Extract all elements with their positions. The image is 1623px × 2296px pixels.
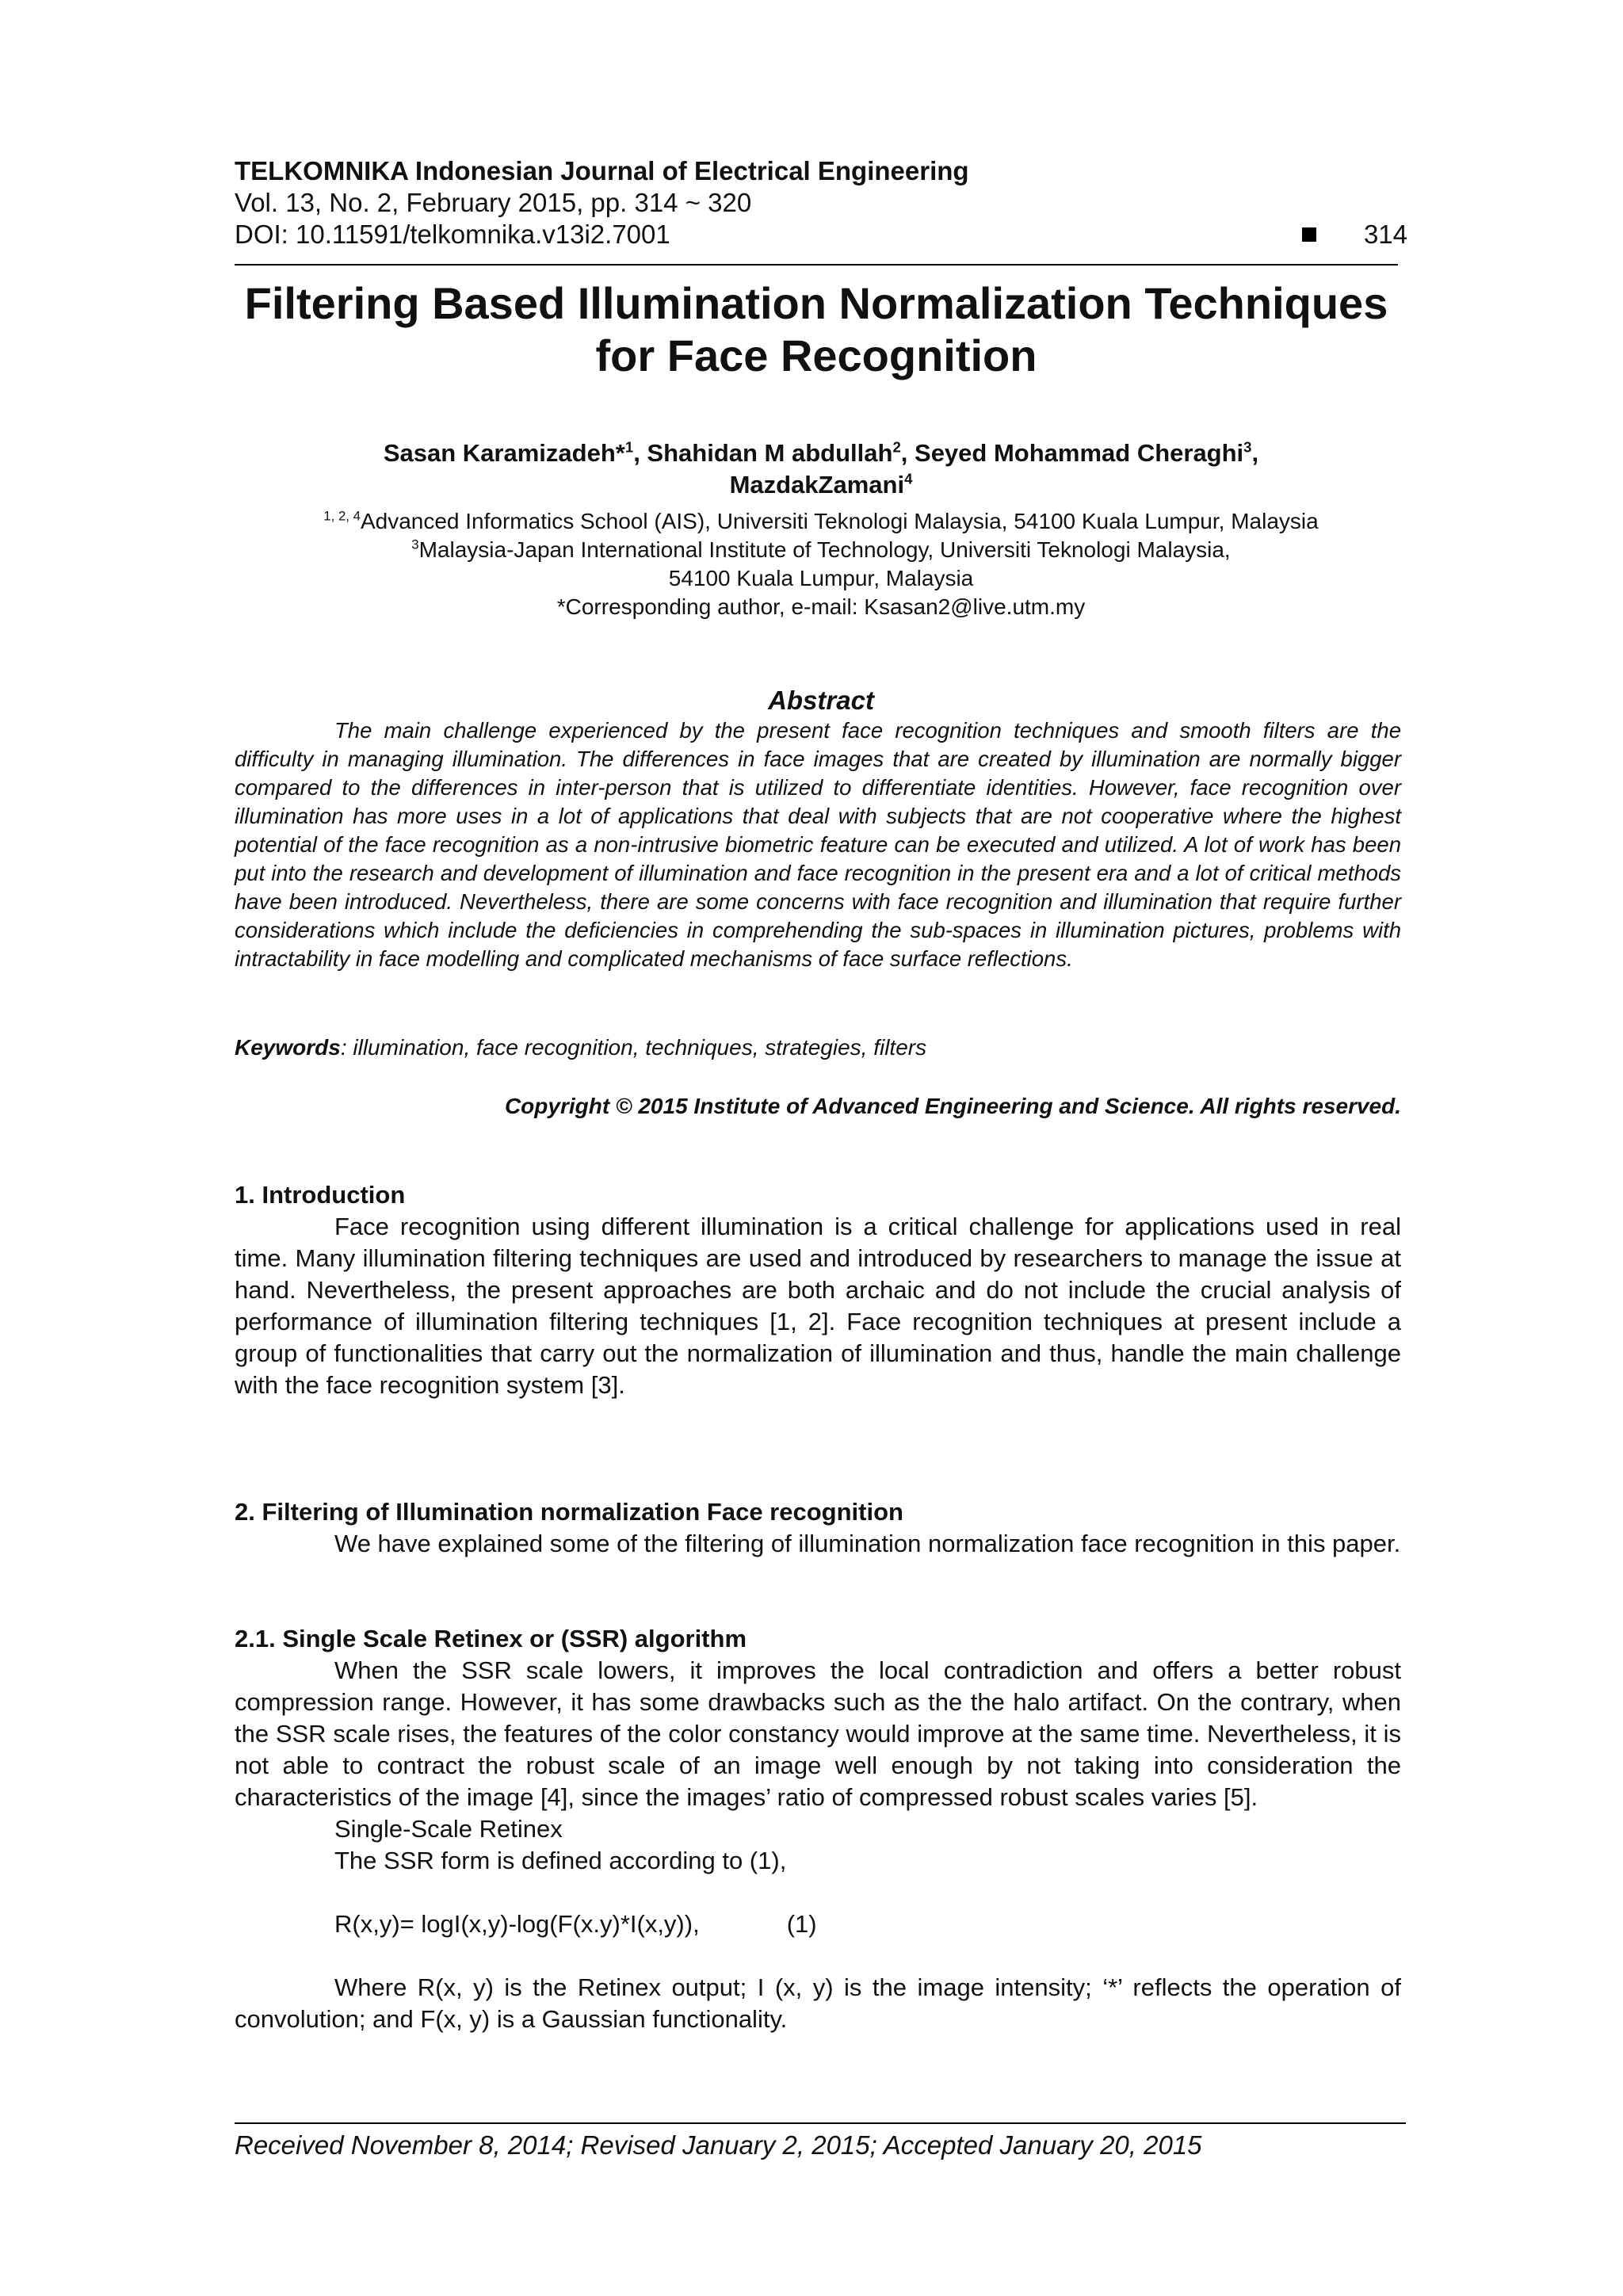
corresponding-author: *Corresponding author, e-mail: Ksasan2@live.utm.my [556, 594, 1086, 619]
authors-line-2 [235, 469, 1407, 501]
copyright-notice: Copyright © 2015 Institute of Advanced Engineering and Science. All rights reserved. [504, 1094, 1401, 1118]
author-name: MazdakZamani [729, 471, 905, 499]
author-affiliation-mark: 3 [1243, 438, 1252, 456]
received-dates: Received November 8, 2014; Revised January 2, 2015; Accepted January 20, 2015 [235, 2130, 1202, 2160]
footer-divider [235, 2122, 1406, 2124]
author-affiliation-mark: 2 [892, 438, 901, 456]
section-heading: 1. Introduction [235, 1181, 406, 1209]
title-line-1: Filtering Based Illumination Normalization Techniques [244, 278, 1388, 328]
abstract-text: The main challenge experienced by the present face recognition techniques and smooth filters are the difficulty in managing illumination. The differences in face images that are created by illumination are normally bigger compared to the differences in inter-person that is utilized to differentiate identities. However, face recognition over illumination has more uses in a lot of applications that deal with subjects that are not cooperative where the highest potential of the face recognition as a non-intrusive biometric feature can be executed and utilized. A lot of work has been put into the research and development of illumination and face recognition in the present era and a lot of critical methods have been introduced. Nevertheless, there are some concerns with face recognition and illumination that require further considerations which include the deficiencies in comprehending the sub-spaces in illumination pictures, problems with intractability in face modelling and complicated mechanisms of face surface reflections. [235, 718, 1401, 971]
journal-header [235, 155, 1407, 250]
abstract-heading: Abstract [768, 686, 874, 715]
author-affiliation-mark: 4 [904, 470, 913, 487]
ssr-form-text: The SSR form is defined according to (1), [334, 1847, 787, 1874]
paragraph: We have explained some of the filtering of illumination normalization face recognition in this paper. [334, 1530, 1401, 1557]
square-bullet-icon [1302, 227, 1316, 242]
section-introduction [235, 1179, 1401, 1401]
author-name: Shahidan M abdullah [647, 439, 893, 467]
affiliation-2-address: 54100 Kuala Lumpur, Malaysia [668, 566, 974, 590]
subsection-heading: 2.1. Single Scale Retinex or (SSR) algorithm [235, 1625, 747, 1652]
affiliations [235, 507, 1407, 621]
keywords-list: : illumination, face recognition, techniques, strategies, filters [340, 1035, 927, 1060]
doi: DOI: 10.11591/telkomnika.v13i2.7001 [235, 220, 670, 249]
author-name: Seyed Mohammad Cheraghi [915, 439, 1244, 467]
author-affiliation-mark: 1 [624, 438, 634, 456]
paragraph: Where R(x, y) is the Retinex output; I (x, y) is the image intensity; ‘*’ reflects the operation of convolution; and F(x, y) is a Gaussian functionality. [235, 1973, 1401, 2033]
page-number: 314 [1363, 220, 1407, 249]
ssr-label: Single-Scale Retinex [334, 1815, 563, 1843]
page-number-group [1302, 219, 1407, 250]
author-list [235, 437, 1407, 501]
affiliation-2: $^3$Malaysia-Japan International Institute of Technology, Universiti Teknologi Malaysia, [411, 537, 1231, 562]
section-ssr [235, 1623, 1401, 2035]
journal-name: TELKOMNIKA Indonesian Journal of Electrical Engineering [235, 156, 969, 185]
author-name: Sasan Karamizadeh* [383, 439, 625, 467]
doi-row [235, 219, 1407, 250]
paragraph: Face recognition using different illumination is a critical challenge for applications used in real time. Many illumination filtering techniques are used and introduced by researchers to manage the issue at hand. Nevertheless, the present approaches are both archaic and do not include the crucial analysis of performance of illumination filtering techniques [1, 2]. Face recognition techniques at present include a group of functionalities that carry out the normalization of illumination and thus, handle the main challenge with the face recognition system [3]. [235, 1213, 1401, 1399]
section-filtering [235, 1496, 1401, 1560]
section-heading: 2. Filtering of Illumination normalization Face recognition [235, 1498, 903, 1526]
authors-line-1: Sasan Karamizadeh*$^1$, Shahidan M abdullah$^2$, Seyed Mohammad Cheraghi$^3$, [383, 438, 1259, 467]
volume-info: Vol. 13, No. 2, February 2015, pp. 314 ~ 320 [235, 188, 752, 217]
title-line-2: for Face Recognition [595, 330, 1037, 380]
header-divider [235, 264, 1398, 266]
equation-body: R(x,y)= logI(x,y)-log(F(x.y)*I(x,y)), [334, 1910, 700, 1938]
paragraph: When the SSR scale lowers, it improves the local contradiction and offers a better robust compression range. However, it has some drawbacks such as the the halo artifact. On the contrary, when the SSR scale rises, the features of the color constancy would improve at the same time. Nevertheless, it is not able to contract the robust scale of an image well enough by not taking into consideration the characteristics of the image [4], since the images’ ratio of compressed robust scales varies [5]. [235, 1656, 1401, 1811]
affiliation-1: $^{1, 2, 4}$Advanced Informatics School (AIS), Universiti Teknologi Malaysia, 54100 Kuala Lumpur, Malaysia [323, 508, 1319, 533]
equation-1 [235, 1908, 1401, 1940]
keywords-label: Keywords [235, 1035, 341, 1060]
equation-number: (1) [786, 1910, 817, 1938]
keywords [235, 1033, 1401, 1062]
paper-title [190, 277, 1442, 382]
